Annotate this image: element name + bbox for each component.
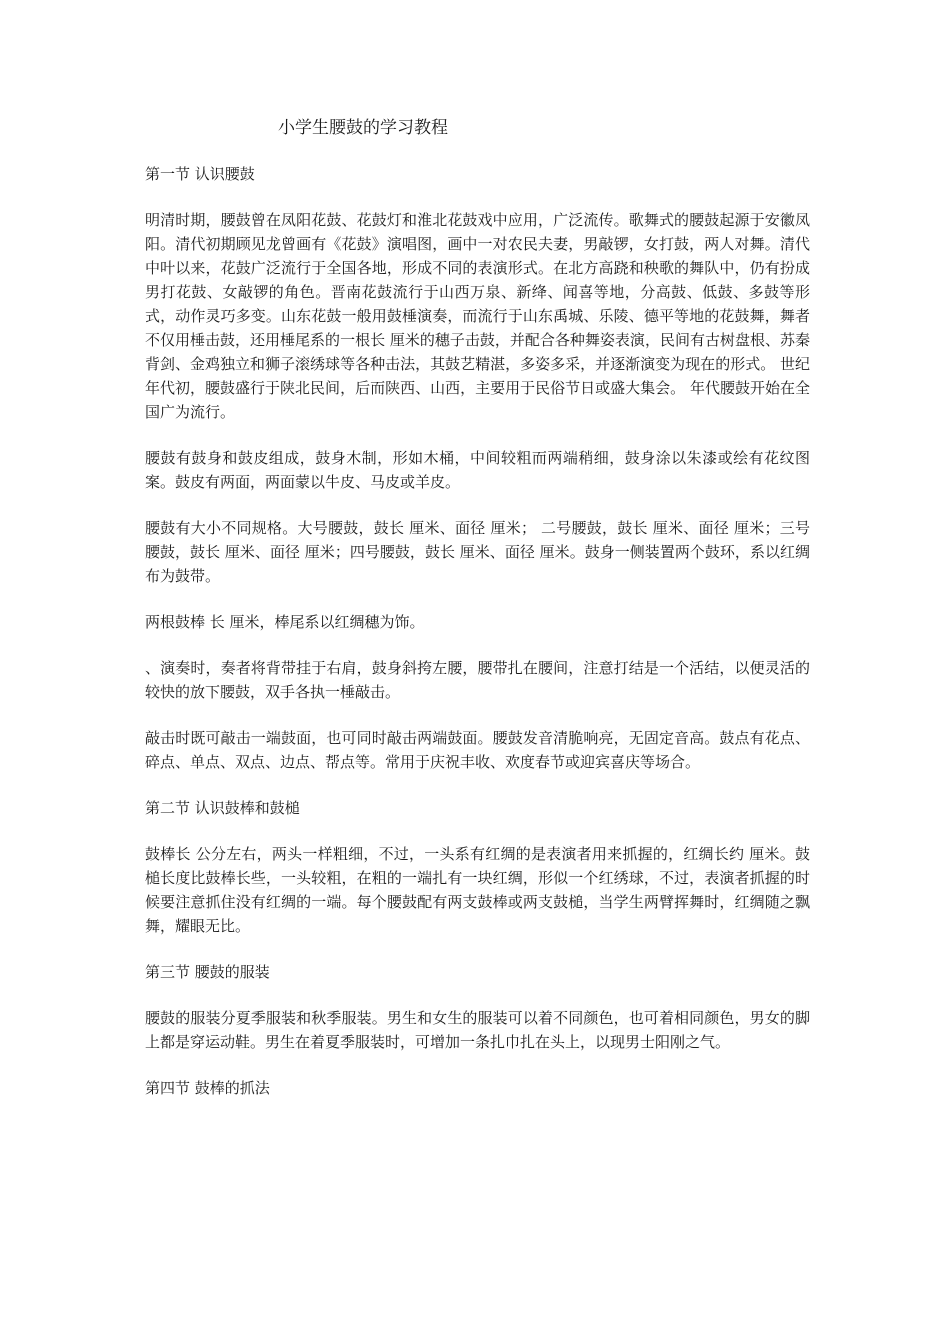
section-heading: 第一节 认识腰鼓 — [145, 165, 255, 183]
section-heading: 第二节 认识鼓棒和鼓槌 — [145, 799, 300, 817]
document-title: 小学生腰鼓的学习教程 — [278, 118, 448, 138]
paragraph: 腰鼓有大小不同规格。大号腰鼓，鼓长 厘米、面径 厘米； 二号腰鼓，鼓长 厘米、面径 厘米；三号腰鼓，鼓长 厘米、面径 厘米；四号腰鼓，鼓长 厘米、面径 厘米。鼓身一侧装置两个鼓环，系以红绸布为鼓带。 — [145, 519, 810, 585]
paragraph: 两根鼓棒 长 厘米，棒尾系以红绸穗为饰。 — [145, 613, 425, 631]
paragraph: 腰鼓的服装分夏季服装和秋季服装。男生和女生的服装可以着不同颜色，也可着相同颜色，男女的脚上都是穿运动鞋。男生在着夏季服装时，可增加一条扎巾扎在头上，以现男士阳刚之气。 — [145, 1009, 810, 1051]
paragraph: 鼓棒长 公分左右，两头一样粗细，不过，一头系有红绸的是表演者用来抓握的，红绸长约 厘米。鼓槌长度比鼓棒长些，一头较粗，在粗的一端扎有一块红绸，形似一个红绣球，不过，表演者抓握的时候要注意抓住没有红绸的一端。每个腰鼓配有两支鼓棒或两支鼓槌，当学生两臂挥舞时，红绸随之飘舞，耀眼无比。 — [145, 845, 810, 935]
paragraph: 腰鼓有鼓身和鼓皮组成，鼓身木制，形如木桶，中间较粗而两端稍细，鼓身涂以朱漆或绘有花纹图案。鼓皮有两面，两面蒙以牛皮、马皮或羊皮。 — [145, 449, 810, 491]
paragraph: 敲击时既可敲击一端鼓面，也可同时敲击两端鼓面。腰鼓发音清脆响亮，无固定音高。鼓点有花点、碎点、单点、双点、边点、帮点等。常用于庆祝丰收、欢度春节或迎宾喜庆等场合。 — [145, 729, 810, 771]
paragraph: 、演奏时，奏者将背带挂于右肩，鼓身斜挎左腰，腰带扎在腰间，注意打结是一个活结，以便灵活的较快的放下腰鼓，双手各执一棰敲击。 — [145, 659, 810, 701]
paragraph: 明清时期，腰鼓曾在凤阳花鼓、花鼓灯和淮北花鼓戏中应用，广泛流传。歌舞式的腰鼓起源于安徽凤阳。清代初期顾见龙曾画有《花鼓》演唱图，画中一对农民夫妻，男敲锣，女打鼓，两人对舞。清代中叶以来，花鼓广泛流行于全国各地，形成不同的表演形式。在北方高跷和秧歌的舞队中，仍有扮成男打花鼓、女敲锣的角色。晋南花鼓流行于山西万泉、新绛、闻喜等地，分高鼓、低鼓、多鼓等形式，动作灵巧多变。山东花鼓一般用鼓棰演奏，而流行于山东禹城、乐陵、德平等地的花鼓舞，舞者不仅用棰击鼓，还用棰尾系的一根长 厘米的穗子击鼓，并配合各种舞姿表演，民间有古树盘根、苏秦背剑、金鸡独立和狮子滚绣球等各种击法，其鼓艺精湛，多姿多采，并逐渐演变为现在的形式。 世纪 年代初，腰鼓盛行于陕北民间，后而陕西、山西，主要用于民俗节日或盛大集会。 年代腰鼓开始在全国广为流行。 — [145, 211, 810, 421]
document-body — [145, 162, 810, 1122]
section-heading: 第四节 鼓棒的抓法 — [145, 1079, 270, 1097]
section-heading: 第三节 腰鼓的服装 — [145, 963, 270, 981]
